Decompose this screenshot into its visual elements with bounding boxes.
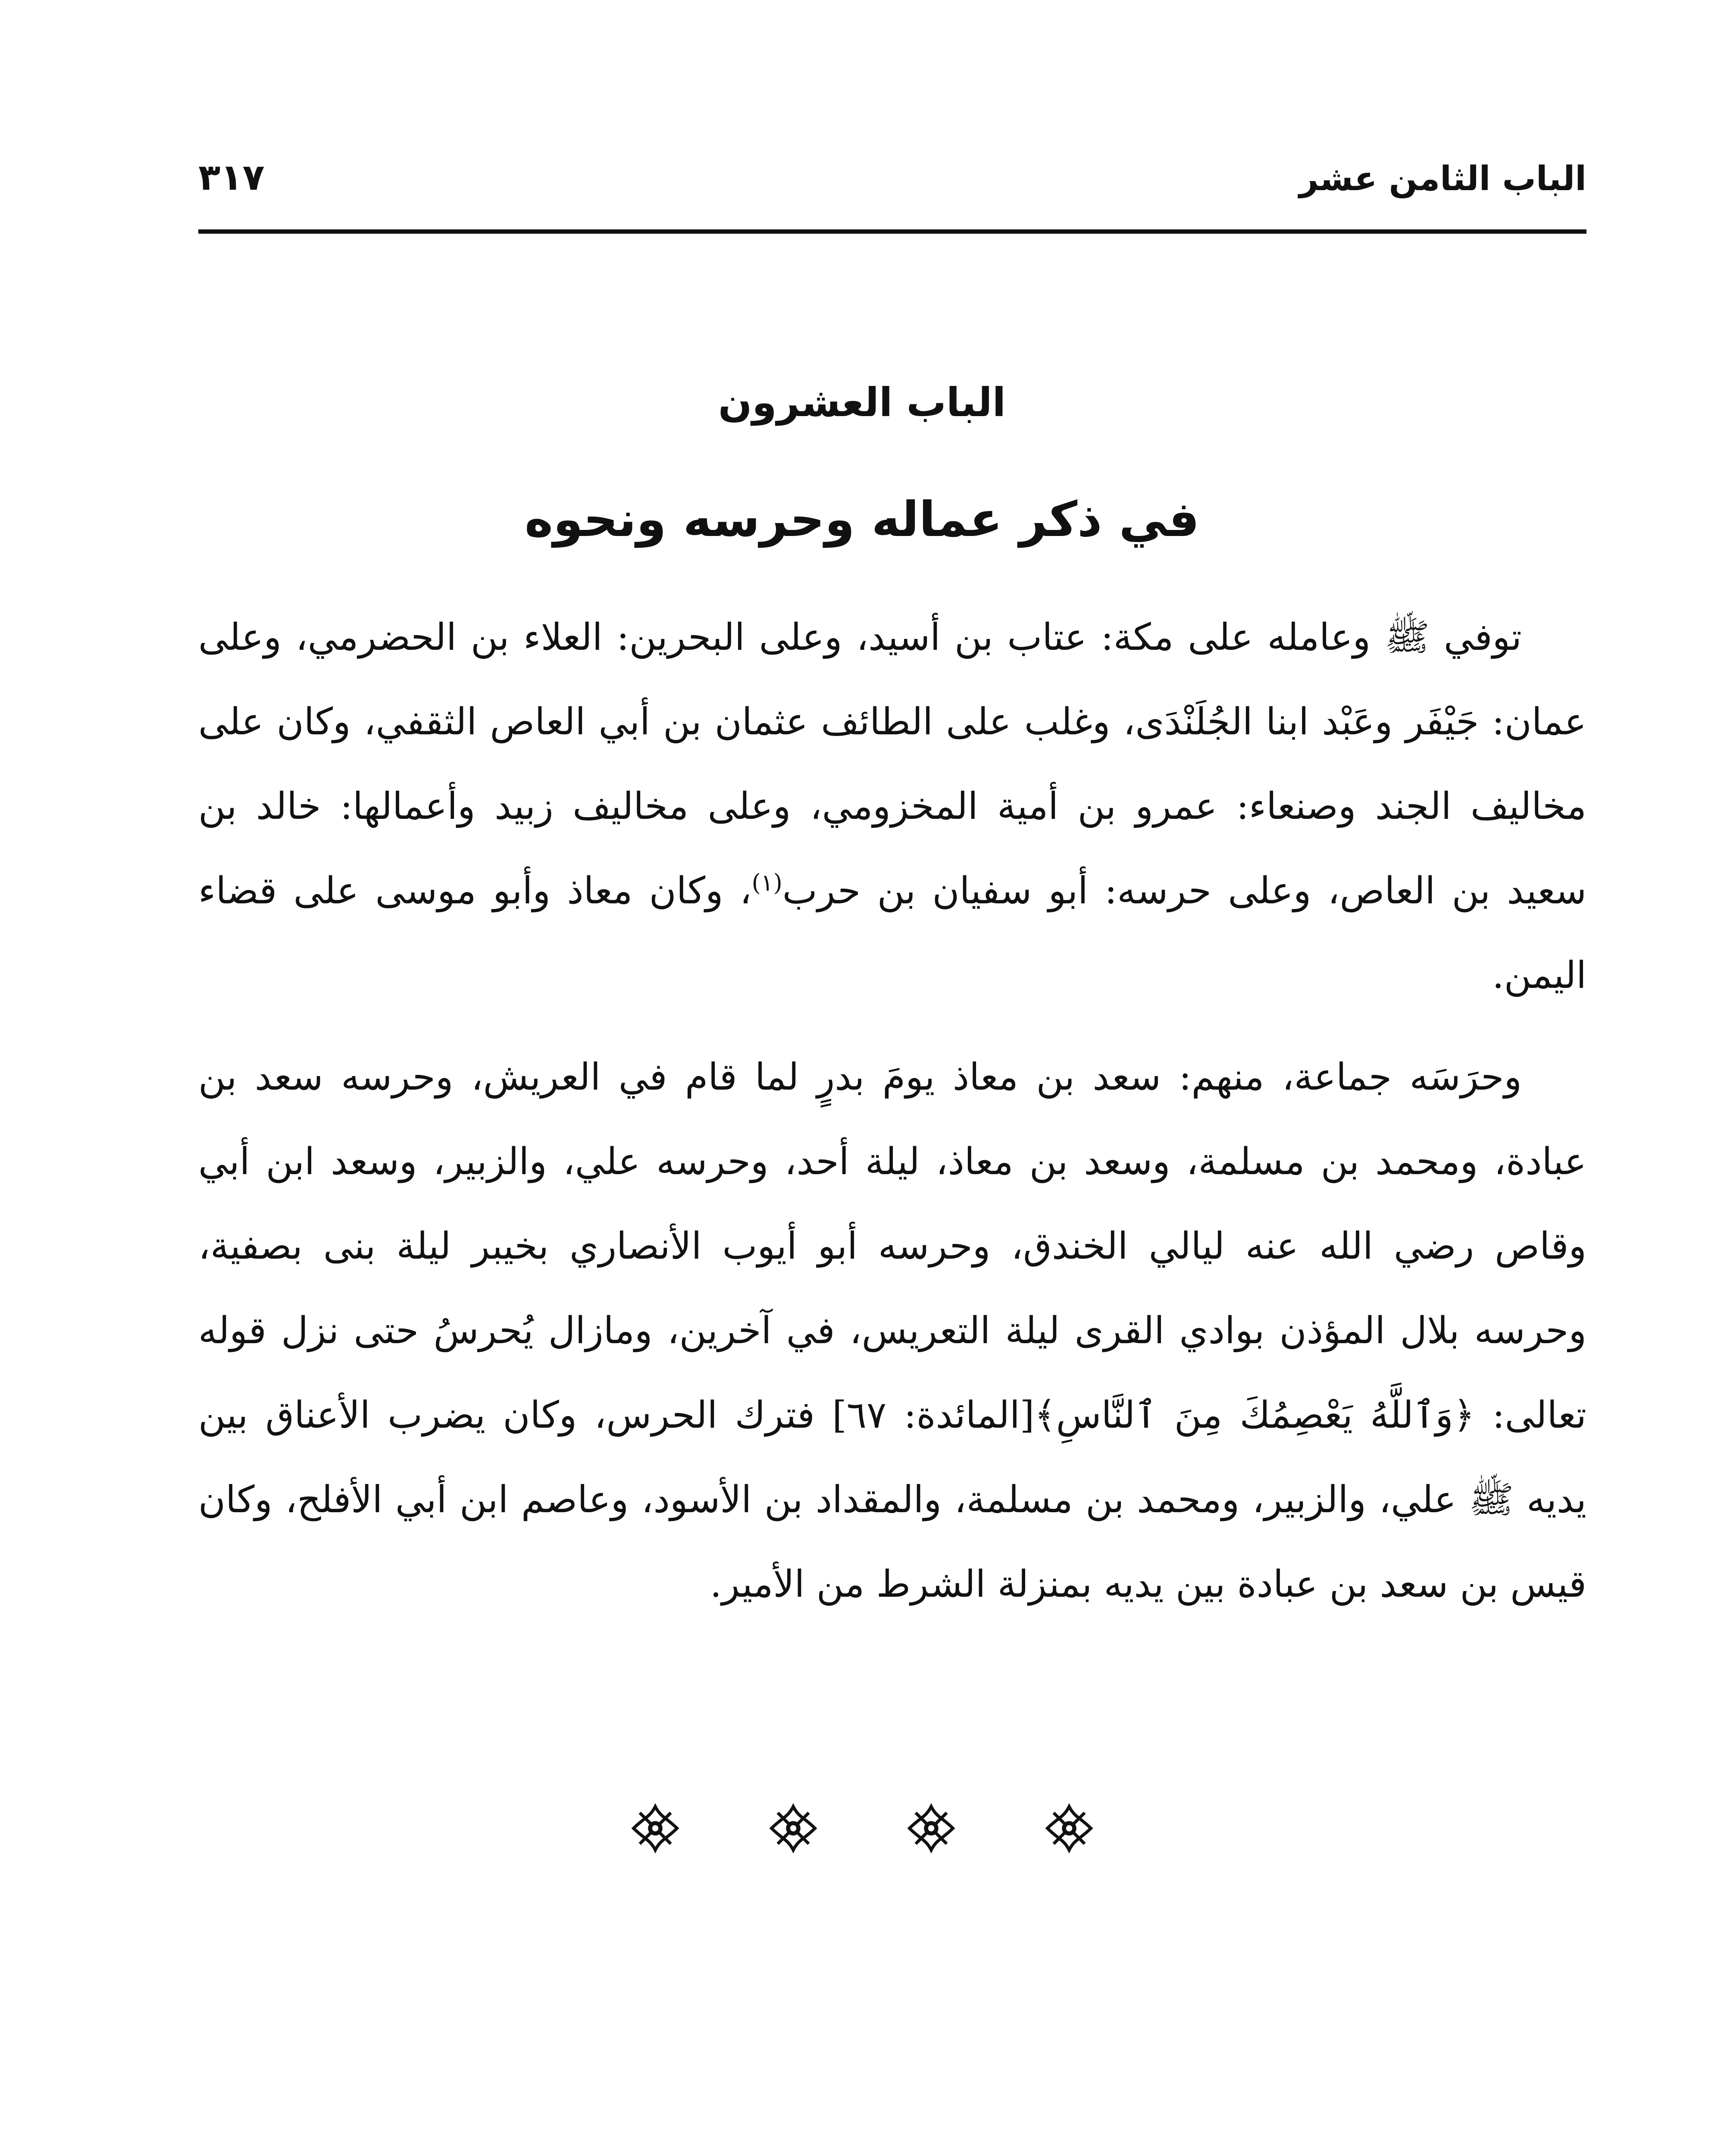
- page-number: ٣١٧: [198, 156, 265, 198]
- ornament-flower-icon: [905, 1802, 957, 1854]
- section-ornaments: [0, 1802, 1724, 1854]
- paragraph-text: توفي ﷺ وعامله على مكة: عتاب بن أسيد، وعلى البحرين: العلاء بن الحضرمي، وعلى عمان: جَيْفَر وعَبْد ابنا الجُلَنْدَى، وغلب على الطائف عثمان بن أبي العاص الثقفي، وكان على مخاليف الجند وصنعاء: عمرو بن أمية المخزومي، وعلى مخاليف زبيد وأعمالها: خالد بن سعيد بن العاص، وعلى حرسه: أبو سفيان بن حرب: [198, 616, 1587, 912]
- footnote-reference[interactable]: (١): [751, 869, 782, 896]
- ornament-flower-icon: [767, 1802, 819, 1854]
- running-header: [198, 129, 1586, 216]
- ornament-flower-icon: [629, 1802, 681, 1854]
- ornament-flower-icon: [1043, 1802, 1095, 1854]
- body-text: [198, 595, 1586, 1644]
- running-header-title: الباب الثامن عشر: [1299, 160, 1586, 198]
- paragraph: وحرَسَه جماعة، منهم: سعد بن معاذ يومَ بدرٍ لما قام في العريش، وحرسه سعد بن عبادة، ومحمد بن مسلمة، وسعد بن معاذ، ليلة أحد، وحرسه علي، والزبير، وسعد ابن أبي وقاص رضي الله عنه ليالي الخندق، وحرسه أبو أيوب الأنصاري بخيبر ليلة بنى بصفية، وحرسه بلال المؤذن بوادي القرى ليلة التعريس، في آخرين، ومازال يُحرسُ حتى نزل قوله تعالى: ﴿وَٱللَّهُ يَعْصِمُكَ مِنَ ٱلنَّاسِ﴾[المائدة: ٦٧] فترك الحرس، وكان يضرب الأعناق بين يديه ﷺ علي، والزبير، ومحمد بن مسلمة، والمقداد بن الأسود، وعاصم ابن أبي الأفلح، وكان قيس بن سعد بن عبادة بين يديه بمنزلة الشرط من الأمير.: [198, 1056, 1586, 1606]
- paragraph: [198, 595, 1586, 1018]
- chapter-subtitle: في ذكر عماله وحرسه ونحوه: [524, 492, 1200, 548]
- header-divider: [198, 229, 1586, 234]
- chapter-title: الباب العشرون: [718, 379, 1006, 426]
- paragraph-text: ، وكان معاذ وأبو موسى على قضاء اليمن.: [198, 869, 1586, 997]
